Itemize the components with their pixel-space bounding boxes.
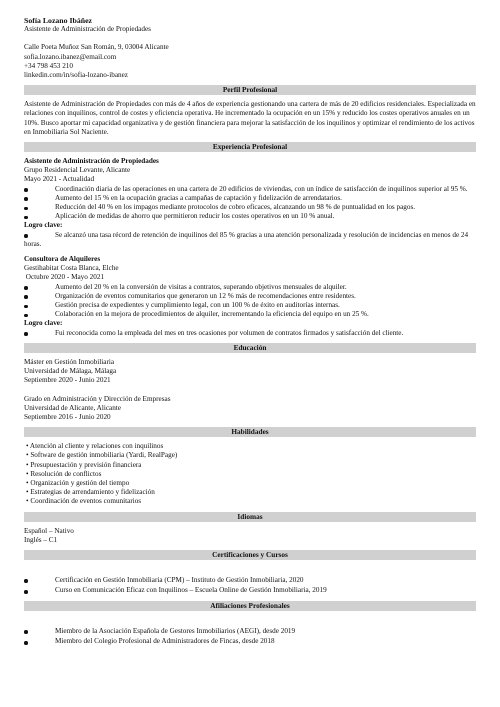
- job-bullet: Reducción del 40 % en los impagos mediante protocolos de cobro eficaces, alcanzando un 98 % de puntualidad en los pagos.: [24, 203, 476, 212]
- bullet-icon: [24, 295, 28, 299]
- bullet-icon: [24, 590, 28, 594]
- email: sofia.lozano.ibanez@email.com: [24, 52, 117, 61]
- education-degree: Grado en Administración y Dirección de Empresas: [24, 394, 171, 403]
- job-bullet: Coordinación diaria de las operaciones en una cartera de 20 edificios de viviendas, con un índice de satisfacción de inquilinos superior al 95 %.: [24, 185, 476, 194]
- job-bullet: Aplicación de medidas de ahorro que permitieron reducir los costes operativos en un 10 % anual.: [24, 212, 476, 221]
- skills-list: [24, 442, 476, 506]
- bullet-icon: [24, 314, 28, 318]
- job-company: Gestihabitat Costa Blanca, Elche: [24, 264, 119, 273]
- education-dates: Septiembre 2020 - Junio 2021: [24, 376, 111, 385]
- bullet-icon: [24, 641, 28, 645]
- skill-item: • Atención al cliente y relaciones con inquilinos: [26, 442, 164, 451]
- bullet-icon: [24, 216, 28, 220]
- job-company: Grupo Residencial Levante, Alicante: [24, 166, 131, 175]
- bullet-icon: [24, 305, 28, 309]
- job-bullet: Colaboración en la mejora de procedimientos de alquiler, incrementando la eficiencia del equipo en un 25 %.: [24, 310, 476, 319]
- address: Calle Poeta Muñoz San Román, 9, 03004 Alicante: [24, 43, 169, 52]
- bullet-icon: [24, 207, 28, 211]
- job-bullets: [24, 185, 476, 222]
- language-item: Inglés – C1: [24, 535, 58, 544]
- affiliation-item: Miembro de la Asociación Española de Gestores Inmobiliarios (AEGI), desde 2019: [24, 626, 476, 637]
- job-entry: [24, 255, 476, 338]
- affiliations-list: [24, 626, 476, 647]
- header: [24, 16, 476, 80]
- candidate-name: Sofía Lozano Ibáñez: [24, 16, 93, 25]
- candidate-title: Asistente de Administración de Propiedades: [24, 25, 151, 34]
- skill-item: • Software de gestión inmobiliaria (Yardi, RealPage): [26, 451, 178, 460]
- job-dates: Octubre 2020 - Mayo 2021: [24, 273, 105, 282]
- certification-item: Curso en Comunicación Eficaz con Inquilinos – Escuela Online de Gestión Inmobiliaria, 2019: [24, 585, 476, 596]
- profile-text: Asistente de Administración de Propiedades con más de 4 años de experiencia gestionando una cartera de más de 20 edificios residenciales. Especializada en relaciones con inquilinos, control de costes y eficiencia operativa. He incrementado la ocupación en un 15% y reducido los costes operativos anuales en un 10%. Busco aportar mi capacidad organizativa y de gestión financiera para mejorar la satisfacción de los inquilinos y optimizar el rendimiento de los activos en Inmobiliaria Sol Naciente.: [24, 100, 476, 136]
- affiliation-item: Miembro del Colegio Profesional de Administradores de Fincas, desde 2018: [24, 636, 476, 647]
- section-header-profile: Perfil Profesional: [24, 85, 476, 95]
- language-item: Español – Nativo: [24, 526, 74, 535]
- section-header-certifications: Certificaciones y Cursos: [24, 550, 476, 560]
- achievement-label: Logro clave:: [24, 221, 63, 230]
- certifications-list: [24, 575, 476, 596]
- phone: +34 798 453 210: [24, 61, 73, 70]
- achievement-item: Fui reconocida como la empleada del mes en tres ocasiones por volumen de contratos firmados y satisfacción del cliente.: [24, 329, 476, 338]
- bullet-icon: [24, 234, 28, 238]
- linkedin: linkedin.com/in/sofia-lozano-ibanez: [24, 71, 128, 80]
- section-header-affiliations: Afiliaciones Profesionales: [24, 601, 476, 611]
- job-dates: Mayo 2021 - Actualidad: [24, 175, 95, 184]
- education-school: Universidad de Alicante, Alicante: [24, 403, 121, 412]
- achievement-list: [24, 329, 476, 338]
- job-role: Consultora de Alquileres: [24, 255, 101, 264]
- bullet-icon: [24, 286, 28, 290]
- achievement-item: Se alcanzó una tasa récord de retención de inquilinos del 85 % gracias a una atención personalizada y resolución de incidencias en menos de 24 horas.: [24, 230, 469, 248]
- section-header-languages: Idiomas: [24, 512, 476, 522]
- achievement-label: Logro clave:: [24, 319, 63, 328]
- bullet-icon: [24, 188, 28, 192]
- job-bullet: Aumento del 20 % en la conversión de visitas a contratos, superando objetivos mensuales de alquiler.: [24, 283, 476, 292]
- skill-item: • Organización y gestión del tiempo: [26, 478, 130, 487]
- skill-item: • Estrategias de arrendamiento y fidelización: [26, 488, 155, 497]
- job-role: Asistente de Administración de Propiedades: [24, 157, 159, 166]
- section-header-experience: Experiencia Profesional: [24, 142, 476, 152]
- section-header-skills: Habilidades: [24, 427, 476, 437]
- job-bullets: [24, 283, 476, 320]
- job-bullet: Gestión precisa de expedientes y cumplimiento legal, con un 100 % de éxito en auditorías internas.: [24, 301, 476, 310]
- job-bullet: Aumento del 15 % en la ocupación gracias a campañas de captación y fidelización de arrendatarios.: [24, 194, 476, 203]
- achievement-list: [24, 231, 476, 249]
- skill-item: • Resolución de conflictos: [26, 469, 102, 478]
- education-school: Universidad de Málaga, Málaga: [24, 367, 117, 376]
- bullet-icon: [24, 630, 28, 634]
- bullet-icon: [24, 197, 28, 201]
- certification-item: Certificación en Gestión Inmobiliaria (CPM) – Instituto de Gestión Inmobiliaria, 2020: [24, 575, 476, 586]
- education-entry: [24, 358, 476, 386]
- job-entry: [24, 157, 476, 249]
- skill-item: • Presupuestación y previsión financiera: [26, 460, 142, 469]
- bullet-icon: [24, 332, 28, 336]
- education-dates: Septiembre 2016 - Junio 2020: [24, 412, 111, 421]
- job-bullet: Organización de eventos comunitarios que generaron un 12 % más de recomendaciones entre residentes.: [24, 292, 476, 301]
- skill-item: • Coordinación de eventos comunitarios: [26, 497, 142, 506]
- bullet-icon: [24, 579, 28, 583]
- education-entry: [24, 395, 476, 423]
- education-degree: Máster en Gestión Inmobiliaria: [24, 357, 115, 366]
- section-header-education: Educación: [24, 343, 476, 353]
